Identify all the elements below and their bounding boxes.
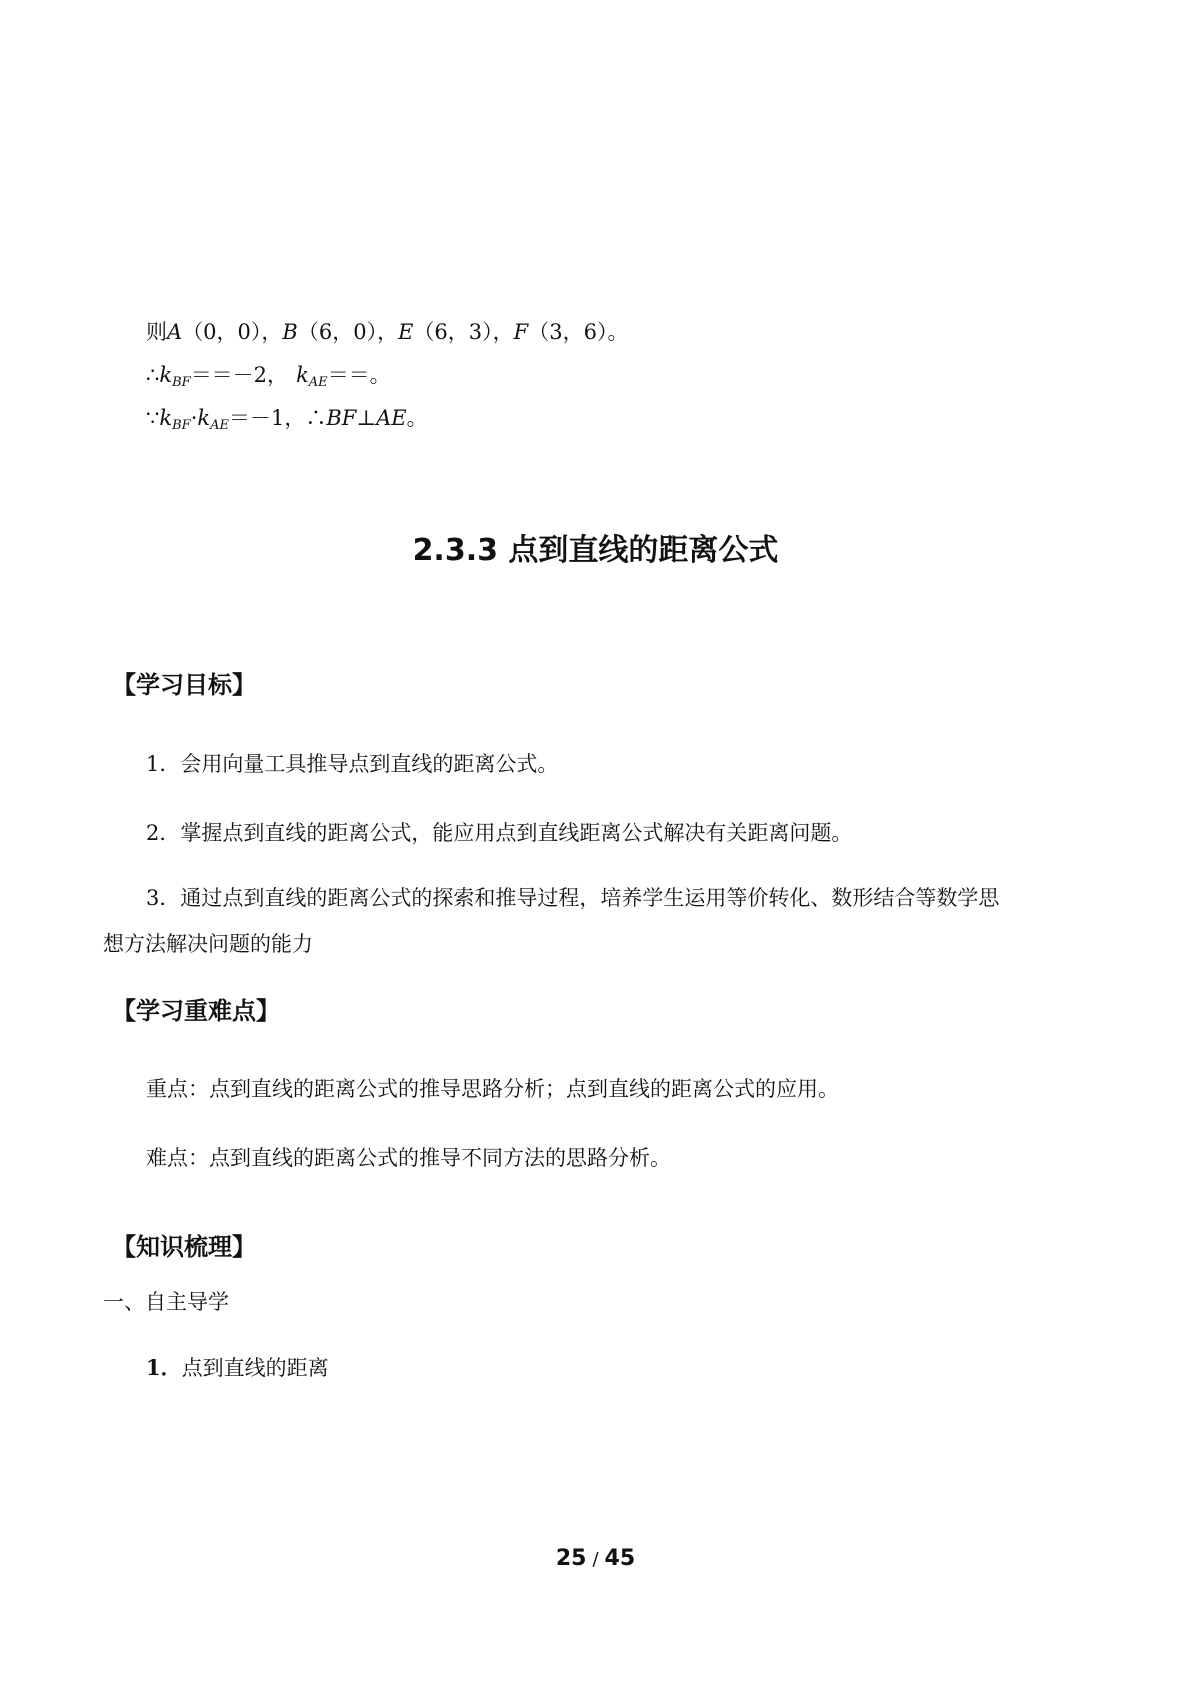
proof-line-3: [146, 406, 428, 434]
page-separator: /: [592, 1549, 599, 1570]
point-b: B: [282, 320, 298, 344]
goal-item-1: 1．会用向量工具推导点到直线的距离公式。: [146, 752, 559, 776]
item-number: 1．: [146, 1355, 182, 1380]
equation-text: ＝＝。: [327, 363, 391, 387]
slope-subscript: AE: [210, 418, 229, 433]
page-number: [0, 1546, 1191, 1571]
slope-subscript: AE: [308, 375, 328, 390]
slope-symbol: k: [296, 363, 309, 387]
proof-line-1: [146, 320, 628, 345]
slope-symbol: k: [197, 406, 211, 430]
knowledge-item-1: [146, 1355, 329, 1381]
heading-key-points: 【学习重难点】: [112, 997, 280, 1025]
point-e: E: [398, 320, 414, 344]
current-page: 25: [555, 1546, 587, 1571]
point-f: F: [513, 320, 529, 344]
proof-line-2: [146, 363, 391, 391]
subsection-title: 一、自主导学: [103, 1290, 229, 1314]
point-f-coord: （3，6）。: [528, 320, 629, 344]
text: 则: [146, 320, 167, 344]
therefore-symbol: ∴: [146, 363, 160, 387]
dot-operator: ·: [190, 406, 198, 430]
equation-text: ＝＝－2，: [190, 363, 289, 387]
segment-bf: BF: [326, 406, 357, 430]
therefore-symbol: ∴: [305, 406, 327, 430]
section-title: 2.3.3 点到直线的距离公式: [412, 533, 779, 568]
slope-subscript: BF: [172, 375, 191, 390]
period: 。: [406, 406, 428, 430]
heading-goals: 【学习目标】: [112, 671, 256, 699]
point-e-coord: （6，3），: [413, 320, 514, 344]
key-point-focus: 重点：点到直线的距离公式的推导思路分析；点到直线的距离公式的应用。: [146, 1077, 839, 1101]
point-b-coord: （6，0），: [297, 320, 399, 344]
segment-ae: AE: [376, 406, 407, 430]
item-text: 点到直线的距离: [181, 1356, 329, 1380]
total-pages: 45: [604, 1546, 636, 1571]
slope-subscript: BF: [172, 418, 191, 433]
slope-symbol: k: [159, 406, 173, 430]
goal-item-2: 2．掌握点到直线的距离公式，能应用点到直线距离公式解决有关距离问题。: [146, 821, 853, 845]
goal-item-3: 3．通过点到直线的距离公式的探索和推导过程，培养学生运用等价转化、数形结合等数学思想方法解决问题的能力: [103, 886, 1000, 956]
slope-symbol: k: [159, 363, 173, 387]
perpendicular-symbol: ⊥: [356, 406, 377, 430]
point-a: A: [167, 320, 183, 344]
heading-knowledge: 【知识梳理】: [112, 1233, 256, 1261]
because-symbol: ∵: [146, 406, 160, 430]
point-a-coord: （0，0），: [182, 320, 283, 344]
equation-text: ＝－1，: [229, 406, 306, 430]
key-point-difficulty: 难点：点到直线的距离公式的推导不同方法的思路分析。: [146, 1146, 671, 1170]
